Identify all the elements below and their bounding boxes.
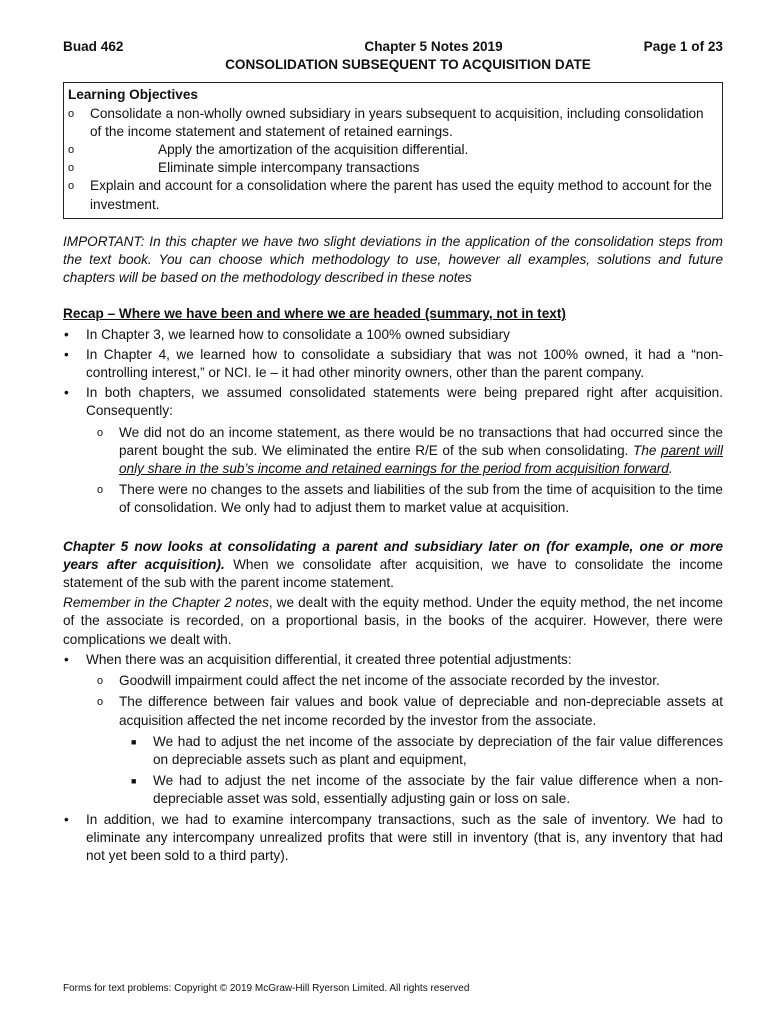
recap-bullet	[63, 346, 723, 382]
sub-text-italic: The	[633, 442, 662, 458]
recap-sub-bullet	[97, 481, 723, 517]
bullet-icon: •	[64, 346, 69, 362]
page-number: Page 1 of 23	[643, 39, 723, 54]
objective-text: Apply the amortization of the acquisition differential.	[158, 142, 469, 158]
sub-text-underlined: parent will only share in the sub’s income and retained earnings for the period from acquisition forward	[119, 442, 723, 477]
recap-heading: Recap – Where we have been and where we are headed (summary, not in text)	[63, 306, 566, 322]
chapter5-square-text: We had to adjust the net income of the associate by the fair value difference when a non-depreciable asset was sold, essentially adjusting gain or loss on sale.	[153, 773, 723, 807]
chapter5-sub-bullet	[97, 672, 723, 690]
circle-bullet-icon: o	[68, 144, 75, 157]
sub-text-end: .	[668, 461, 673, 477]
learning-objectives-title: Learning Objectives	[68, 87, 198, 103]
page-header	[63, 38, 723, 56]
chapter5-bullet-text: When there was an acquisition differential, it created three potential adjustments:	[86, 651, 572, 667]
copyright-footer: Forms for text problems: Copyright © 2019 McGraw-Hill Ryerson Limited. All rights reserved	[63, 983, 470, 994]
recap-sub-bullet-text	[119, 424, 723, 479]
sub-text-plain: We did not do an income statement, as there would be no transactions that had occurred since the parent bought the sub. We eliminated the entire R/E of the sub when consolidating.	[119, 424, 723, 458]
learning-objectives-box	[63, 82, 723, 218]
important-note: IMPORTANT: In this chapter we have two slight deviations in the application of the consolidation steps from the text book. You can choose which methodology to use, however all examples, solutions and future chapters will be based on the methodology described in these notes	[63, 233, 723, 286]
chapter5-square-text: We had to adjust the net income of the associate by depreciation of the fair value differences on depreciable assets such as plant and equipment,	[153, 733, 723, 767]
objective-text: Explain and account for a consolidation where the parent has used the equity method to account for the investment.	[90, 178, 712, 212]
chapter5-bullet	[63, 651, 723, 669]
chapter5-square-bullet	[131, 733, 723, 769]
document-page	[63, 38, 723, 865]
remember-italic: Remember in the Chapter 2 notes	[63, 595, 269, 611]
recap-bullet-text: In Chapter 3, we learned how to consolidate a 100% owned subsidiary	[86, 326, 510, 342]
objective-item	[68, 177, 718, 213]
objective-item	[68, 105, 718, 141]
circle-bullet-icon: o	[97, 426, 104, 439]
square-bullet-icon: ■	[131, 736, 137, 747]
recap-bullet-text: In Chapter 4, we learned how to consolidate a subsidiary that was not 100% owned, it had a “non-controlling interest,” or NCI. Ie – it had other minority owners, other than the parent company.	[86, 346, 723, 381]
chapter5-bullet-text: In addition, we had to examine intercompany transactions, such as the sale of inventory. We had to eliminate any intercompany unrealized profits that were still in inventory (that is, any inventory that had not yet been sold to a third party).	[86, 811, 723, 863]
chapter5-intro	[63, 538, 723, 593]
bullet-icon: •	[64, 811, 69, 827]
bullet-icon: •	[64, 651, 69, 667]
recap-bullet-text: In both chapters, we assumed consolidated statements were being prepared right after acquisition. Consequently:	[86, 385, 723, 419]
square-bullet-icon: ■	[131, 776, 137, 787]
chapter5-sub-bullet	[97, 693, 723, 729]
objective-item	[68, 141, 718, 159]
circle-bullet-icon: o	[68, 180, 75, 193]
circle-bullet-icon: o	[97, 696, 104, 709]
chapter5-lead: Chapter 5 now looks at consolidating a parent and subsidiary later on (for example, one or more years after acquisition).	[63, 538, 723, 572]
circle-bullet-icon: o	[97, 484, 104, 497]
remember-paragraph	[63, 594, 723, 649]
recap-bullet	[63, 384, 723, 420]
objective-text: Eliminate simple intercompany transactions	[158, 160, 420, 176]
circle-bullet-icon: o	[68, 107, 75, 120]
chapter5-bullet	[63, 811, 723, 866]
objective-text: Consolidate a non-wholly owned subsidiary in years subsequent to acquisition, including consolidation of the income statement and statement of retained earnings.	[90, 105, 704, 139]
circle-bullet-icon: o	[68, 162, 75, 175]
course-code: Buad 462	[63, 39, 124, 54]
bullet-icon: •	[64, 326, 69, 342]
chapter5-lead-rest: When we consolidate after acquisition, we have to consolidate the income statement of the sub with the parent income statement.	[63, 556, 723, 591]
chapter5-square-bullet	[131, 772, 723, 808]
document-title: CONSOLIDATION SUBSEQUENT TO ACQUISITION DATE	[225, 57, 591, 73]
chapter-title: Chapter 5 Notes 2019	[364, 39, 503, 54]
chapter5-sub-text: Goodwill impairment could affect the net income of the associate recorded by the investor.	[119, 673, 660, 689]
remember-rest: , we dealt with the equity method. Under the equity method, the net income of the associate is recorded, on a proportional basis, in the books of the acquirer. However, there were complications we dealt with.	[63, 595, 723, 647]
bullet-icon: •	[64, 385, 69, 401]
recap-sub-bullet	[97, 424, 723, 479]
circle-bullet-icon: o	[97, 675, 104, 688]
recap-bullet	[63, 326, 723, 344]
objective-item	[68, 159, 718, 177]
recap-sub-bullet-text: There were no changes to the assets and liabilities of the sub from the time of acquisition to the time of consolidation. We only had to adjust them to market value at acquisition.	[119, 482, 723, 516]
chapter5-sub-text: The difference between fair values and book value of depreciable and non-depreciable assets at acquisition affected the net income recorded by the investor from the associate.	[119, 694, 723, 728]
